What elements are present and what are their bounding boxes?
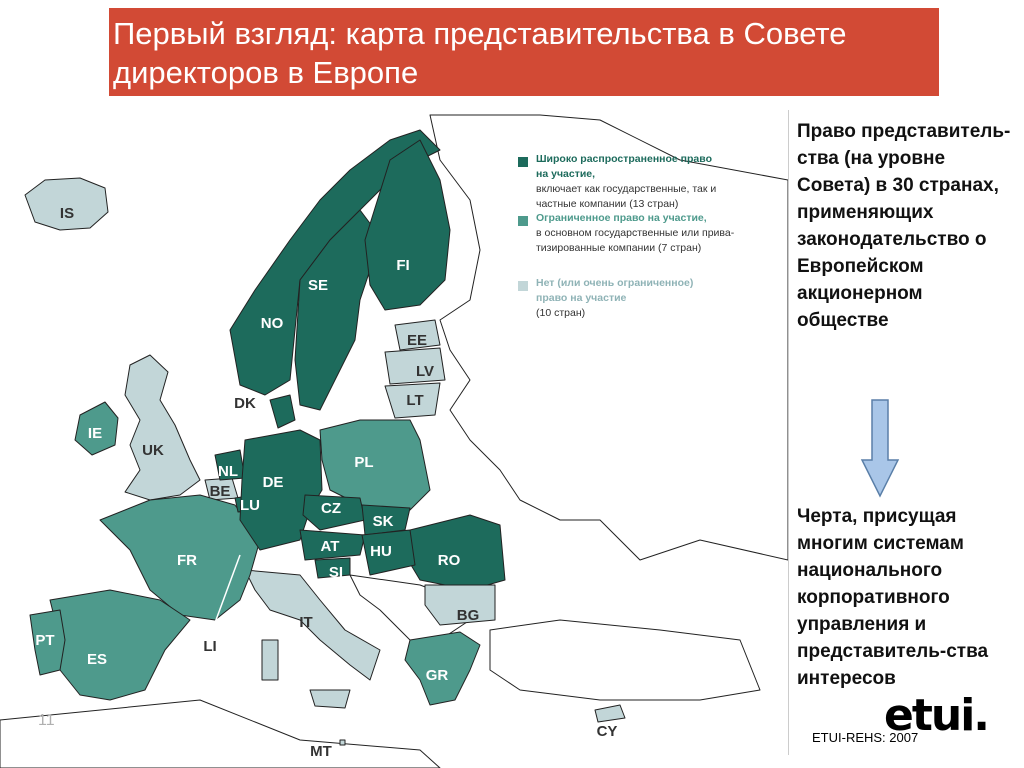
label-ie: IE — [87, 425, 103, 442]
label-fr: FR — [177, 552, 197, 569]
country-cy — [595, 705, 625, 722]
legend-limited-head: Ограниченное право на участие, — [536, 212, 707, 224]
legend-wide-line-2: частные компании (13 стран) — [536, 198, 679, 210]
label-lt: LT — [406, 392, 424, 409]
title-bar — [109, 8, 939, 96]
legend-wide-line-1: включает как государственные, так и — [536, 183, 717, 195]
label-ee: EE — [406, 332, 428, 349]
legend-swatch-wide — [518, 157, 528, 167]
legend-limited-line-2: тизированные компании (7 стран) — [536, 242, 702, 254]
legend-none — [536, 276, 693, 321]
label-ro: RO — [437, 552, 461, 569]
label-dk: DK — [234, 395, 256, 412]
label-hu: HU — [370, 543, 392, 560]
legend-swatch-none — [518, 281, 528, 291]
country-dk — [270, 395, 295, 428]
legend-limited — [536, 211, 734, 256]
etui-logo: etui. — [884, 690, 988, 741]
legend-wide — [536, 152, 716, 212]
land-turkey — [490, 620, 760, 700]
label-li: LI — [203, 638, 217, 655]
side-text-representation: Право представитель-ства (на уровне Совета) в 30 странах, применяющих законодательство о Европейском акционерном обществе — [797, 121, 1011, 331]
country-uk — [125, 355, 200, 500]
label-pl: PL — [354, 454, 374, 471]
label-it: IT — [299, 614, 313, 631]
legend-none-line-1: (10 стран) — [536, 307, 586, 319]
land-north-africa — [0, 700, 440, 768]
page-number: 11 — [38, 712, 55, 729]
label-cz: CZ — [321, 500, 341, 517]
divider — [788, 110, 789, 755]
legend-swatch-limited — [518, 216, 528, 226]
country-es — [50, 590, 190, 700]
country-it-sardinia — [262, 640, 278, 680]
label-is: IS — [59, 205, 75, 222]
label-uk: UK — [142, 442, 164, 459]
label-pt: PT — [35, 632, 55, 649]
source-note: ETUI-REHS: 2007 — [812, 730, 919, 745]
label-sk: SK — [372, 513, 394, 530]
label-at: AT — [320, 538, 340, 555]
label-no: NO — [260, 315, 284, 332]
label-fi: FI — [396, 257, 410, 274]
label-cy: CY — [596, 723, 618, 740]
country-mt — [340, 740, 345, 745]
label-es: ES — [86, 651, 108, 668]
down-arrow-icon — [860, 398, 900, 498]
label-bg: BG — [456, 607, 480, 624]
label-de: DE — [262, 474, 284, 491]
legend-wide-head: Широко распространенное право на участие, — [536, 153, 713, 180]
legend-none-head-2: право на участие — [536, 292, 627, 304]
label-gr: GR — [425, 667, 449, 684]
legend-none-head-1: Нет (или очень ограниченное) — [536, 277, 694, 289]
label-nl: NL — [218, 463, 238, 480]
label-be: BE — [209, 483, 231, 500]
country-is — [25, 178, 108, 230]
label-si: SI — [328, 564, 344, 581]
legend-limited-line-1: в основном государственные или прива- — [536, 227, 735, 239]
country-it-sicily — [310, 690, 350, 708]
label-se: SE — [307, 277, 329, 294]
europe-map — [0, 100, 788, 768]
slide-title: Первый взгляд: карта представительства в Совете директоров в Европе — [113, 16, 847, 90]
side-text-feature: Черта, присущая многим системам национального корпоративного управления и представитель-ства интересов — [797, 506, 989, 689]
label-lv: LV — [415, 363, 435, 380]
label-lu: LU — [240, 497, 260, 514]
label-mt: MT — [310, 743, 332, 760]
